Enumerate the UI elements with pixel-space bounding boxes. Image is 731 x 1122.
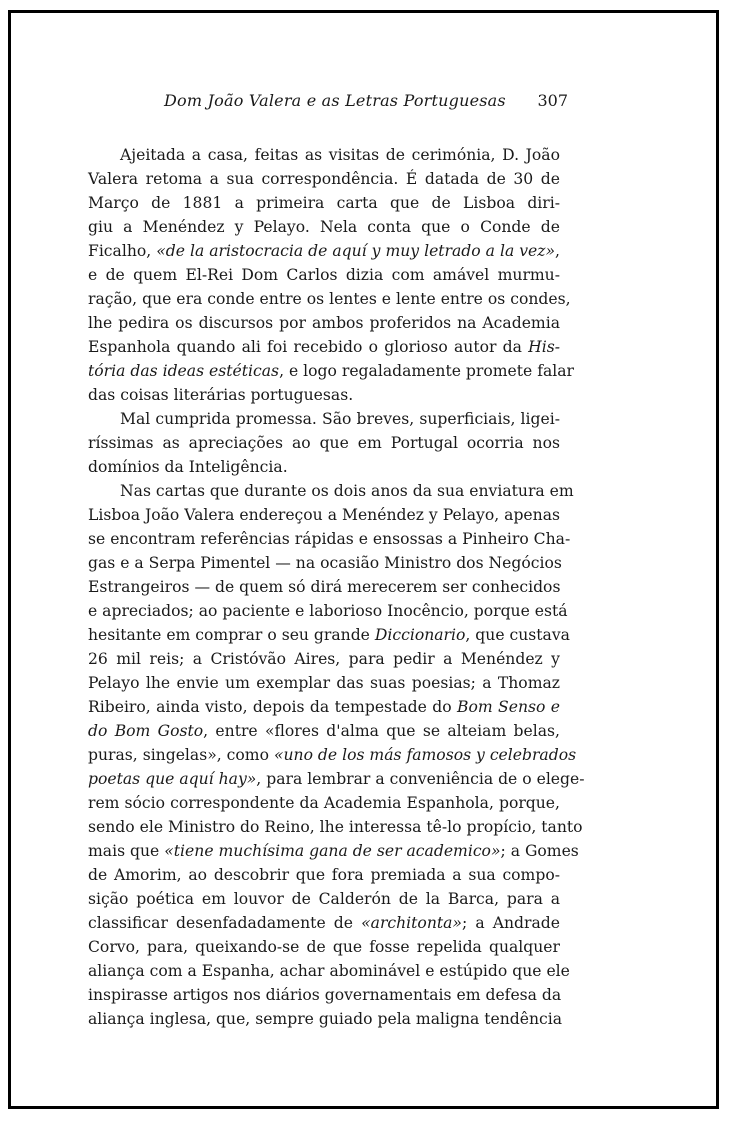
text-line: lhe pedira os discursos por ambos proferidos na Academia [88,314,560,332]
text-line: sição poética em louvor de Calderón de la Barca, para a [88,890,560,908]
text-line: sendo ele Ministro do Reino, lhe interessa tê-lo propício, tanto [88,818,583,836]
italic-quote: «architonta» [361,914,462,932]
text-run: classificar desenfadadamente de [88,914,362,932]
italic-quote: «tiene muchísima gana de ser academico» [164,842,501,860]
italic-quote: «uno de los más famosos y celebrados [273,746,577,764]
text-line: aliança com a Espanha, achar abominável e estúpido que ele [88,962,570,980]
text-run: , e logo regaladamente promete falar [279,362,574,380]
text-run: , que custava [465,626,570,644]
italic-title: Diccionario [374,626,466,644]
text-line: rem sócio correspondente da Academia Espanhola, porque, [88,794,560,812]
text-line [88,695,560,719]
text-line: Pelayo lhe envie um exemplar das suas poesias; a Thomaz [88,674,560,692]
text-line [88,359,574,383]
text-line: Ajeitada a casa, feitas as visitas de cerimónia, D. João [120,146,560,164]
page-number: 307 [537,91,568,110]
text-line [88,719,560,743]
text-line: Valera retoma a sua correspondência. É datada de 30 de [88,170,560,188]
text-line [88,839,579,863]
text-run: puras, singelas», como [88,746,274,764]
text-line: e de quem El-Rei Dom Carlos dizia com amável murmu- [88,266,560,284]
text-line [88,623,570,647]
body-text [88,143,585,1031]
italic-quote: «de la aristocracia de aquí y muy letrado a la vez» [156,242,556,260]
text-run: Ficalho, [88,242,157,260]
text-line [88,239,560,263]
text-line: de Amorim, ao descobrir que fora premiada a sua compo- [88,866,560,884]
text-line: gas e a Serpa Pimentel — na ocasião Ministro dos Negócios [88,554,562,572]
text-line: ríssimas as apreciações ao que em Portugal ocorria nos [88,434,560,452]
text-run: hesitante em comprar o seu grande [88,626,375,644]
text-line: aliança inglesa, que, sempre guiado pela maligna tendência [88,1010,563,1028]
running-title: Dom João Valera e as Letras Portuguesas [164,91,506,110]
text-line: ração, que era conde entre os lentes e lente entre os condes, [88,290,571,308]
text-line: das coisas literárias portuguesas. [88,386,354,404]
text-line [88,767,585,791]
text-run: mais que [88,842,165,860]
text-run: Espanhola quando ali foi recebido o glorioso autor da [88,338,529,356]
text-line: Nas cartas que durante os dois anos da sua enviatura em [120,482,574,500]
text-line: e apreciados; ao paciente e laborioso Inocêncio, porque está [88,602,568,620]
text-run: Ribeiro, ainda visto, depois da tempestade do [88,698,457,716]
text-line: giu a Menéndez y Pelayo. Nela conta que o Conde de [88,218,560,236]
running-header [88,91,568,115]
italic-title: do Bom Gosto [88,722,204,740]
text-line: Março de 1881 a primeira carta que de Lisboa diri- [88,194,560,212]
text-line: Mal cumprida promessa. São breves, superficiais, ligei- [120,410,560,428]
text-run: , [555,242,561,260]
text-line: Corvo, para, queixando-se de que fosse repelida qualquer [88,938,560,956]
italic-title: tória das ideas estéticas [88,362,280,380]
text-run: ; a Gomes [500,842,579,860]
text-line [88,743,577,767]
text-line: Lisboa João Valera endereçou a Menéndez y Pelayo, apenas [88,506,560,524]
text-line: domínios da Inteligência. [88,458,288,476]
text-run: ; a Andrade [461,914,560,932]
italic-quote: poetas que aquí hay» [88,770,257,788]
text-line [88,335,560,359]
text-line: inspirasse artigos nos diários governamentais em defesa da [88,986,562,1004]
italic-title: His- [528,338,560,356]
text-line: se encontram referências rápidas e ensossas a Pinheiro Cha- [88,530,571,548]
text-line [88,911,560,935]
text-run: , entre «flores d'alma que se alteiam belas, [203,722,560,740]
text-line: 26 mil reis; a Cristóvão Aires, para pedir a Menéndez y [88,650,560,668]
text-run: , para lembrar a conveniência de o elege- [256,770,585,788]
italic-title: Bom Senso e [457,698,560,716]
text-line: Estrangeiros — de quem só dirá merecerem ser conhecidos [88,578,561,596]
